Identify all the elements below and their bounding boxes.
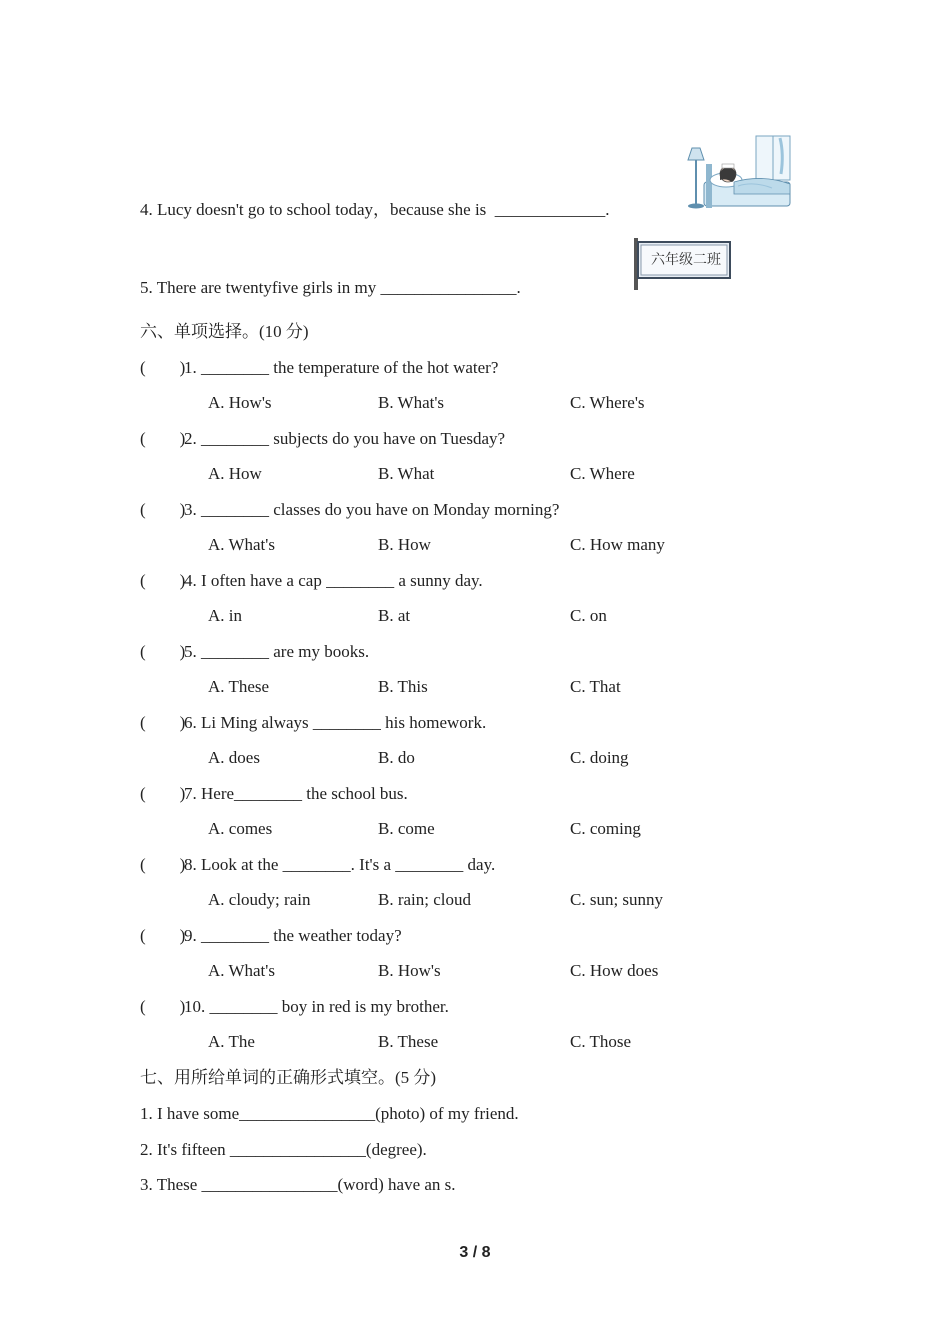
answer-parenthesis[interactable]: ( ) [140, 713, 186, 732]
option-c-q8: C. sun; sunny [570, 890, 664, 909]
option-a-q8: A. cloudy; rain [208, 890, 311, 909]
option-c-q4: C. on [570, 606, 607, 625]
girl-sick-in-bed-icon [684, 134, 792, 214]
option-a-q6: A. does [208, 748, 260, 767]
choice-question-9: 9. ________ the weather today? [184, 926, 402, 945]
section-7-item-1: 1. I have some________________(photo) of my friend. [140, 1104, 519, 1123]
option-b-q4: B. at [378, 606, 411, 625]
option-c-q6: C. doing [570, 748, 629, 767]
choice-question-1: 1. ________ the temperature of the hot water? [184, 358, 499, 377]
answer-parenthesis[interactable]: ( ) [140, 784, 186, 803]
option-a-q3: A. What's [208, 535, 275, 554]
fill-question-5: 5. There are twentyfive girls in my ________________. [140, 278, 521, 297]
answer-parenthesis[interactable]: ( ) [140, 429, 186, 448]
choice-question-4: 4. I often have a cap ________ a sunny day. [184, 571, 483, 590]
option-b-q1: B. What's [378, 393, 445, 412]
option-c-q10: C. Those [570, 1032, 632, 1051]
choice-question-3: 3. ________ classes do you have on Monday morning? [184, 500, 560, 519]
option-b-q9: B. How's [378, 961, 441, 980]
section-6-heading: 六、单项选择。(10 分) [140, 322, 309, 341]
option-c-q1: C. Where's [570, 393, 645, 412]
option-a-q2: A. How [208, 464, 262, 483]
answer-parenthesis[interactable]: ( ) [140, 855, 186, 874]
page-number: 3 / 8 [459, 1244, 491, 1261]
fill-question-4: 4. Lucy doesn't go to school today，because she is _____________. [140, 200, 610, 219]
class-sign-label: 六年级二班 [651, 252, 721, 268]
option-c-q2: C. Where [570, 464, 635, 483]
answer-parenthesis[interactable]: ( ) [140, 997, 186, 1016]
choice-question-6: 6. Li Ming always ________ his homework. [184, 713, 487, 732]
option-b-q7: B. come [378, 819, 435, 838]
answer-parenthesis[interactable]: ( ) [140, 571, 186, 590]
option-a-q7: A. comes [208, 819, 273, 838]
section-7-item-2: 2. It's fifteen ________________(degree). [140, 1140, 427, 1159]
choice-question-8: 8. Look at the ________. It's a ________ day. [184, 855, 496, 874]
option-c-q5: C. That [570, 677, 621, 696]
choice-question-5: 5. ________ are my books. [184, 642, 370, 661]
option-c-q7: C. coming [570, 819, 641, 838]
option-a-q9: A. What's [208, 961, 275, 980]
choice-question-7: 7. Here________ the school bus. [184, 784, 408, 803]
answer-parenthesis[interactable]: ( ) [140, 926, 186, 945]
option-a-q1: A. How's [208, 393, 272, 412]
choice-question-10: 10. ________ boy in red is my brother. [184, 997, 449, 1016]
answer-parenthesis[interactable]: ( ) [140, 358, 186, 377]
choice-question-2: 2. ________ subjects do you have on Tuesday? [184, 429, 506, 448]
option-b-q5: B. This [378, 677, 428, 696]
option-a-q10: A. The [208, 1032, 255, 1051]
section-7-item-3: 3. These ________________(word) have an s. [140, 1175, 456, 1194]
option-c-q9: C. How does [570, 961, 659, 980]
section-7-heading: 七、用所给单词的正确形式填空。(5 分) [140, 1068, 437, 1087]
option-a-q5: A. These [208, 677, 270, 696]
option-c-q3: C. How many [570, 535, 665, 554]
option-b-q8: B. rain; cloud [378, 890, 472, 909]
answer-parenthesis[interactable]: ( ) [140, 642, 186, 661]
option-b-q2: B. What [378, 464, 435, 483]
answer-parenthesis[interactable]: ( ) [140, 500, 186, 519]
option-a-q4: A. in [208, 606, 242, 625]
option-b-q10: B. These [378, 1032, 439, 1051]
option-b-q3: B. How [378, 535, 431, 554]
option-b-q6: B. do [378, 748, 415, 767]
